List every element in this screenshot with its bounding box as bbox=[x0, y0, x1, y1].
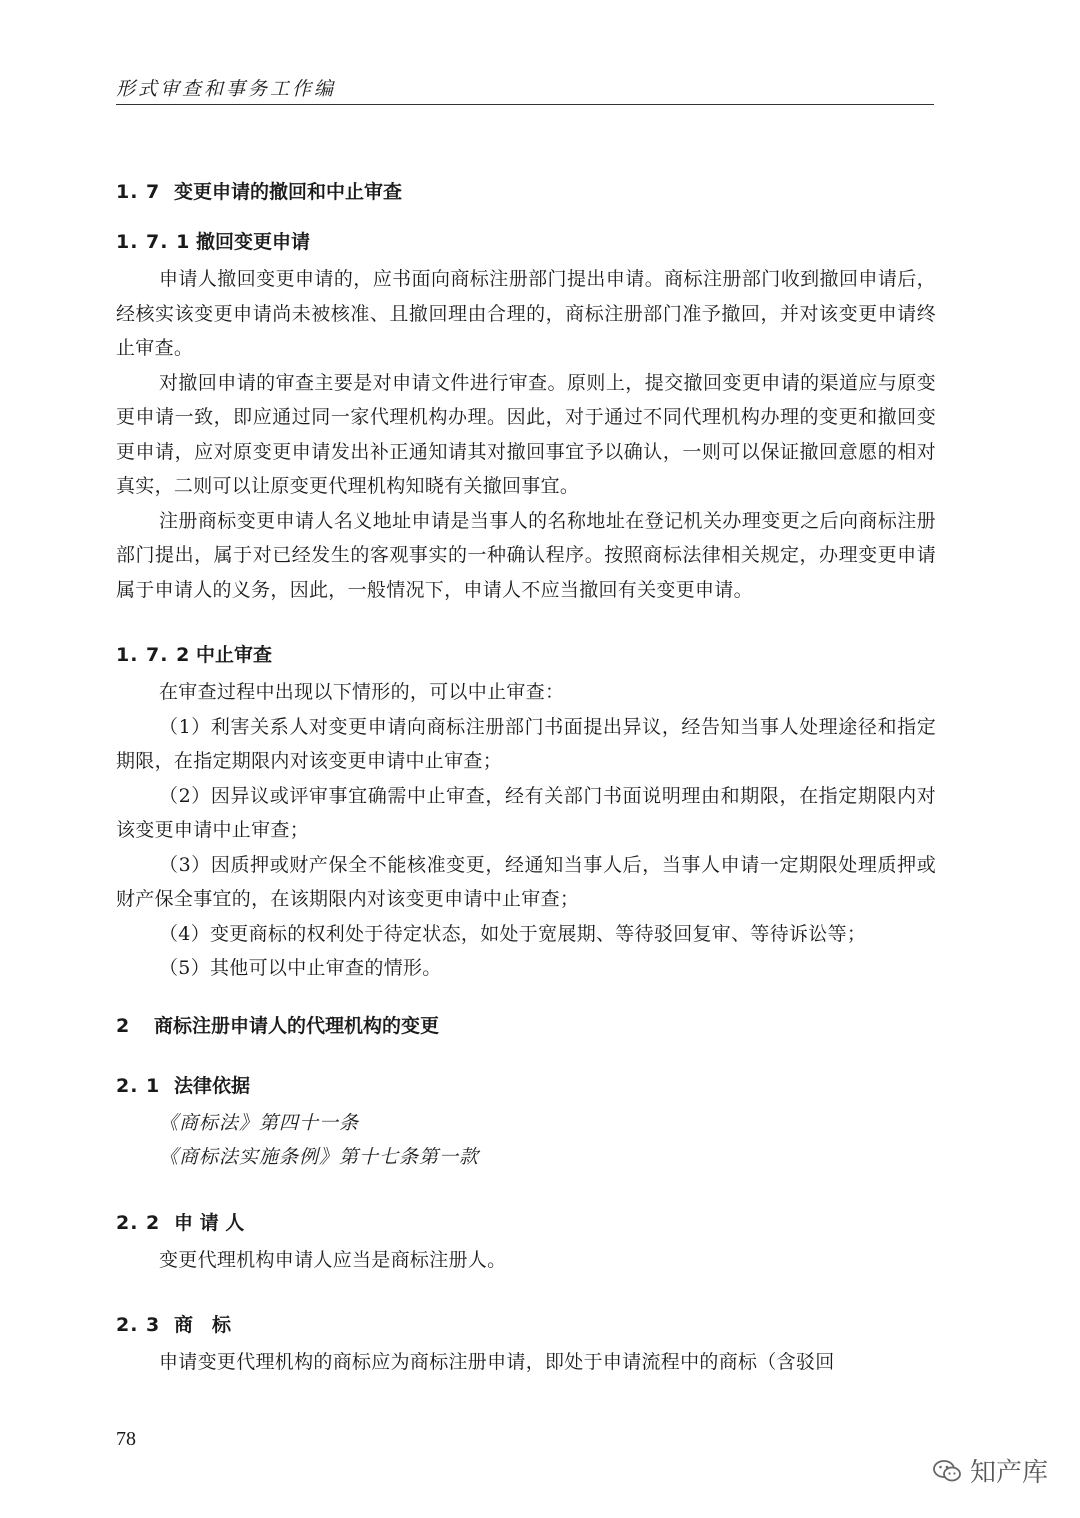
section-number: 2. 1 bbox=[116, 1074, 161, 1097]
legal-reference: 《商标法实施条例》第十七条第一款 bbox=[159, 1146, 480, 1168]
section-heading-1-7 bbox=[116, 172, 936, 212]
paragraph: 在审查过程中出现以下情形的，可以中止审查： bbox=[159, 681, 565, 703]
paragraph: 注册商标变更申请人名义地址申请是当事人的名称地址在登记机关办理变更之后向商标注册部门提出，属于对已经发生的客观事实的一种确认程序。按照商标法律相关规定，办理变更申请属于申请人的义务，因此，一般情况下，申请人不应当撤回有关变更申请。 bbox=[116, 509, 936, 601]
section-heading-2-2 bbox=[116, 1203, 936, 1243]
section-number: 2 bbox=[116, 1014, 131, 1037]
wechat-icon bbox=[932, 1458, 962, 1484]
paragraph: 变更代理机构申请人应当是商标注册人。 bbox=[159, 1248, 507, 1271]
section-number: 2. 2 bbox=[116, 1211, 161, 1234]
list-item: （3）因质押或财产保全不能核准变更，经通知当事人后，当事人申请一定期限处理质押或财产保全事宜的，在该期限内对该变更申请中止审查； bbox=[116, 853, 936, 910]
watermark bbox=[932, 1452, 1048, 1489]
section-title: 商 标 bbox=[174, 1314, 232, 1336]
list-item: （1）利害关系人对变更申请向商标注册部门书面提出异议，经告知当事人处理途径和指定期限，在指定期限内对该变更申请中止审查； bbox=[116, 715, 936, 772]
legal-reference: 《商标法》第四十一条 bbox=[159, 1111, 360, 1134]
section-title: 法律依据 bbox=[174, 1074, 251, 1097]
header-rule bbox=[116, 104, 934, 105]
section-title: 中止审查 bbox=[196, 644, 273, 666]
section-heading-1-7-2 bbox=[116, 635, 936, 675]
section-title: 商标注册申请人的代理机构的变更 bbox=[154, 1014, 440, 1037]
section-number: 1. 7. 1 bbox=[116, 231, 191, 253]
paragraph: 申请变更代理机构的商标应为商标注册申请，即处于申请流程中的商标（含驳回 bbox=[159, 1351, 835, 1373]
section-heading-2-3 bbox=[116, 1305, 936, 1345]
section-heading-1-7-1 bbox=[116, 222, 936, 262]
section-title: 申 请 人 bbox=[174, 1211, 245, 1234]
running-header: 形式审查和事务工作编 bbox=[116, 78, 337, 100]
page-content bbox=[116, 172, 936, 1380]
section-number: 2. 3 bbox=[116, 1314, 161, 1336]
page-number: 78 bbox=[116, 1428, 136, 1450]
list-item: （4）变更商标的权利处于待定状态，如处于宽展期、等待驳回复审、等待诉讼等； bbox=[159, 922, 867, 945]
list-item: （2）因异议或评审事宜确需中止审查，经有关部门书面说明理由和期限，在指定期限内对该变更申请中止审查； bbox=[116, 784, 936, 841]
section-heading-2 bbox=[116, 1006, 936, 1046]
list-item: （5）其他可以中止审查的情形。 bbox=[159, 957, 442, 979]
section-title: 撤回变更申请 bbox=[196, 231, 311, 253]
paragraph: 申请人撤回变更申请的，应书面向商标注册部门提出申请。商标注册部门收到撤回申请后，经核实该变更申请尚未被核准、且撤回理由合理的，商标注册部门准予撤回，并对该变更申请终止审查。 bbox=[116, 268, 936, 359]
section-title: 变更申请的撤回和中止审查 bbox=[174, 181, 403, 203]
section-heading-2-1 bbox=[116, 1066, 936, 1106]
watermark-text: 知产库 bbox=[969, 1458, 1048, 1488]
section-number: 1. 7. 2 bbox=[116, 644, 191, 666]
section-number: 1. 7 bbox=[116, 181, 161, 203]
paragraph: 对撤回申请的审查主要是对申请文件进行审查。原则上，提交撤回变更申请的渠道应与原变更申请一致，即应通过同一家代理机构办理。因此，对于通过不同代理机构办理的变更和撤回变更申请，应对原变更申请发出补正通知请其对撤回事宜予以确认，一则可以保证撤回意愿的相对真实，二则可以让原变更代理机构知晓有关撤回事宜。 bbox=[116, 371, 936, 497]
